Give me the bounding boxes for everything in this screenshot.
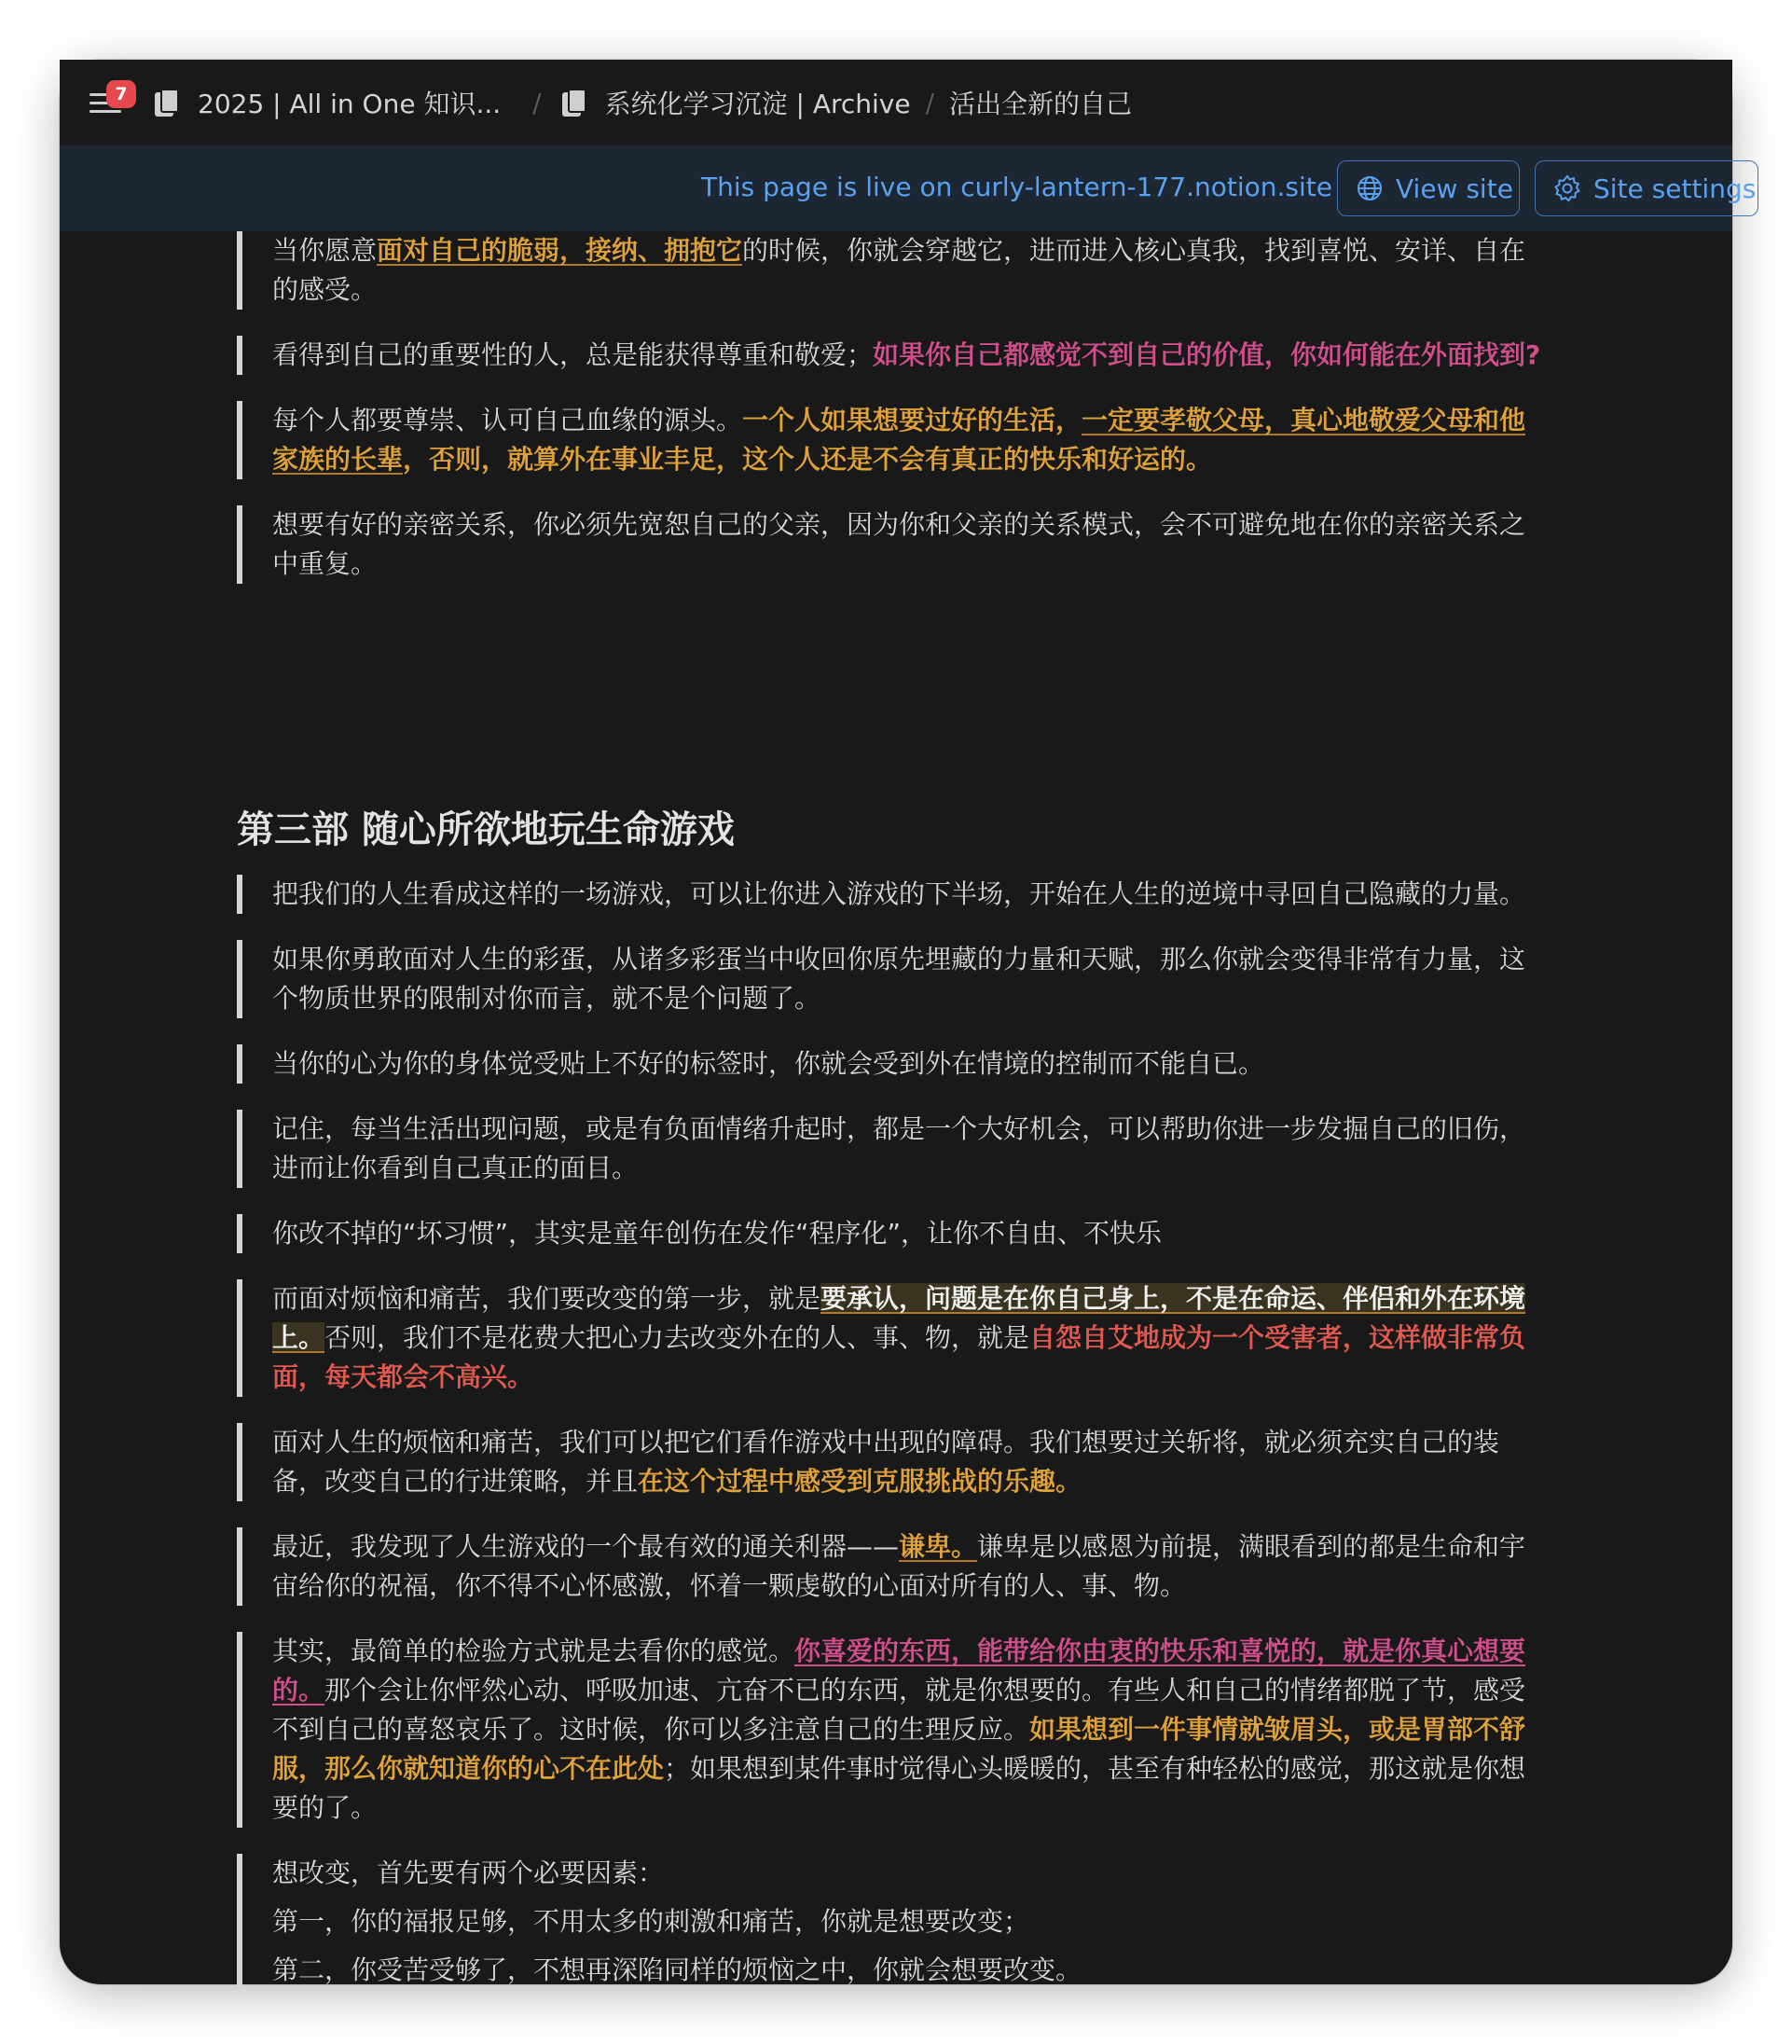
quote-text [272,1423,1542,1501]
highlight-bold: 要承认，问题是在你自己身上，不是在命运、伴侣和外在环境上。 [272,1283,1526,1353]
breadcrumb-label: 系统化学习沉淀 | Archive [604,89,911,119]
highlight-orange: 如果想到一件事情就皱眉头，或是胃部不舒服，那么你就知道你的心不在此处 [272,1714,1526,1784]
quote-line: 第一，你的福报足够，不用太多的刺激和痛苦，你就是想要改变； [272,1906,1030,1937]
quote-block[interactable] [237,1044,1542,1084]
notification-badge: 7 [106,80,136,108]
view-site-label: View site [1396,173,1513,204]
quote-text [272,1527,1542,1606]
text: 记住，每当生活出现问题，或是有负面情绪升起时，都是一个大好机会，可以帮助你进一步发掘自己的旧伤，进而让你看到自己真正的面目。 [272,1113,1526,1183]
quote-text [272,231,1542,310]
section-heading[interactable]: 第三部 随心所欲地玩生命游戏 [237,808,735,851]
site-settings-label: Site settings [1593,173,1757,204]
text: 而面对烦恼和痛苦，我们要改变的第一步，就是 [272,1283,821,1314]
quote-block[interactable] [237,1279,1542,1397]
text: 最近，我发现了人生游戏的一个最有效的通关利器—— [272,1531,900,1562]
text: 每个人都要尊崇、认可自己血缘的源头。 [272,405,743,435]
site-settings-button[interactable] [1535,160,1758,216]
quote-text [272,875,1542,914]
highlight-orange: 面对自己的脆弱，接纳、拥抱它 [377,235,743,266]
quote-block[interactable] [237,1423,1542,1501]
quote-text [272,1632,1542,1828]
sidebar-toggle-button[interactable] [86,82,127,123]
breadcrumb-label: 2025 | All in One 知识... [198,89,502,119]
quote-block[interactable] [237,401,1542,479]
quote-block[interactable] [237,336,1542,375]
notion-window [60,60,1757,1985]
text: 的时候，你就会穿越它，进而进入核心真我，找到喜悦、安详、自在的感受。 [272,235,1526,305]
text: 那个会让你怦然心动、呼吸加速、亢奋不已的东西，就是你想要的。有些人和自己的情绪都脱了节，感受不到自己的喜怒哀乐了。这时候，你可以多注意自己的生理反应。 [272,1675,1526,1745]
quote-block[interactable] [237,231,1542,310]
quote-block[interactable] [237,505,1542,584]
gear-icon [1552,173,1582,203]
quote-text [272,1110,1542,1188]
text: 当你的心为你的身体觉受贴上不好的标签时，你就会受到外在情境的控制而不能自已。 [272,1048,1265,1079]
quote-block[interactable] [237,1854,1542,1990]
highlight-red: 自怨自艾地成为一个受害者，这样做非常负面，每天都会不高兴。 [272,1322,1526,1392]
quote-block[interactable] [237,1632,1542,1828]
quote-line: 第二，你受苦受够了，不想再深陷同样的烦恼之中，你就会想要改变。 [272,1954,1082,1985]
quote-line: 想改变，首先要有两个必要因素： [272,1858,665,1888]
quote-group-part2 [237,231,1542,610]
quote-block[interactable] [237,1214,1542,1253]
highlight-orange: ，否则，就算外在事业丰足，这个人还是不会有真正的快乐和好运的。 [403,444,1213,475]
page-icon [155,89,179,117]
quote-block[interactable] [237,1527,1542,1606]
quote-block[interactable] [237,875,1542,914]
live-site-text[interactable]: This page is live on curly-lantern-177.notion.site [701,172,1332,202]
breadcrumb-item-3[interactable] [949,84,1132,121]
highlight-orange: 一个人如果想要过好的生活， [742,405,1082,435]
quote-text [272,505,1542,584]
quote-text [272,940,1542,1018]
highlight-pink-underline: 你喜爱的东西，能带给你由衷的快乐和喜悦的，就是你真心想要的。 [272,1636,1526,1706]
quote-block[interactable] [237,940,1542,1018]
breadcrumb-separator: / [532,87,542,118]
quote-text [272,336,1542,375]
quote-text [272,1279,1542,1397]
text: 你改不掉的“坏习惯”，其实是童年创伤在发作“程序化”，让你不自由、不快乐 [272,1218,1163,1249]
highlight-orange-underline: 谦卑。 [899,1531,978,1562]
text: 如果你勇敢面对人生的彩蛋，从诸多彩蛋当中收回你原先埋藏的力量和天赋，那么你就会变得非常有力量，这个物质世界的限制对你而言，就不是个问题了。 [272,944,1526,1014]
view-site-button[interactable] [1337,160,1520,216]
text: 当你愿意 [272,235,378,266]
quote-text [272,1044,1542,1084]
text: 谦卑是以感恩为前提，满眼看到的都是生命和宇宙给你的祝福，你不得不心怀感激，怀着一颗虔敬的心面对所有的人、事、物。 [272,1531,1526,1601]
quote-block[interactable] [237,1110,1542,1188]
live-site-banner [60,145,1757,231]
text: 面对人生的烦恼和痛苦，我们可以把它们看作游戏中出现的障碍。我们想要过关斩将，就必须充实自己的装备，改变自己的行进策略，并且 [272,1427,1500,1497]
breadcrumb-item-2[interactable] [562,84,911,121]
breadcrumb-separator: / [925,87,935,118]
text: ；如果想到某件事时觉得心头暖暖的，甚至有种轻松的感觉，那这就是你想要的了。 [272,1753,1526,1823]
quote-text [272,1214,1542,1253]
breadcrumb-label: 活出全新的自己 [949,89,1133,119]
page-content [60,231,1732,1984]
highlight-orange: 在这个过程中感受到克服挑战的乐趣。 [638,1466,1082,1497]
page-icon [562,89,586,117]
quote-text [272,401,1542,479]
text: 想要有好的亲密关系，你必须先宽恕自己的父亲，因为你和父亲的关系模式，会不可避免地在你的亲密关系之中重复。 [272,509,1526,579]
quote-group-part3 [237,875,1542,2016]
text: 其实，最简单的检验方式就是去看你的感觉。 [272,1636,795,1666]
text: 看得到自己的重要性的人，总是能获得尊重和敬爱； [272,339,874,370]
text: 把我们的人生看成这样的一场游戏，可以让你进入游戏的下半场，开始在人生的逆境中寻回自己隐藏的力量。 [272,878,1526,909]
globe-icon [1355,173,1385,203]
breadcrumb-item-1[interactable] [155,84,501,121]
menu-icon-line [90,110,121,113]
highlight-orange-underline: 一定要孝敬父母，真心地敬爱父母和他家族的长辈 [272,405,1526,475]
top-bar [60,60,1732,145]
highlight-pink: 如果你自己都感觉不到自己的价值，你如何能在外面找到? [873,339,1541,370]
text: 否则，我们不是花费大把心力去改变外在的人、事、物，就是 [324,1322,1030,1353]
